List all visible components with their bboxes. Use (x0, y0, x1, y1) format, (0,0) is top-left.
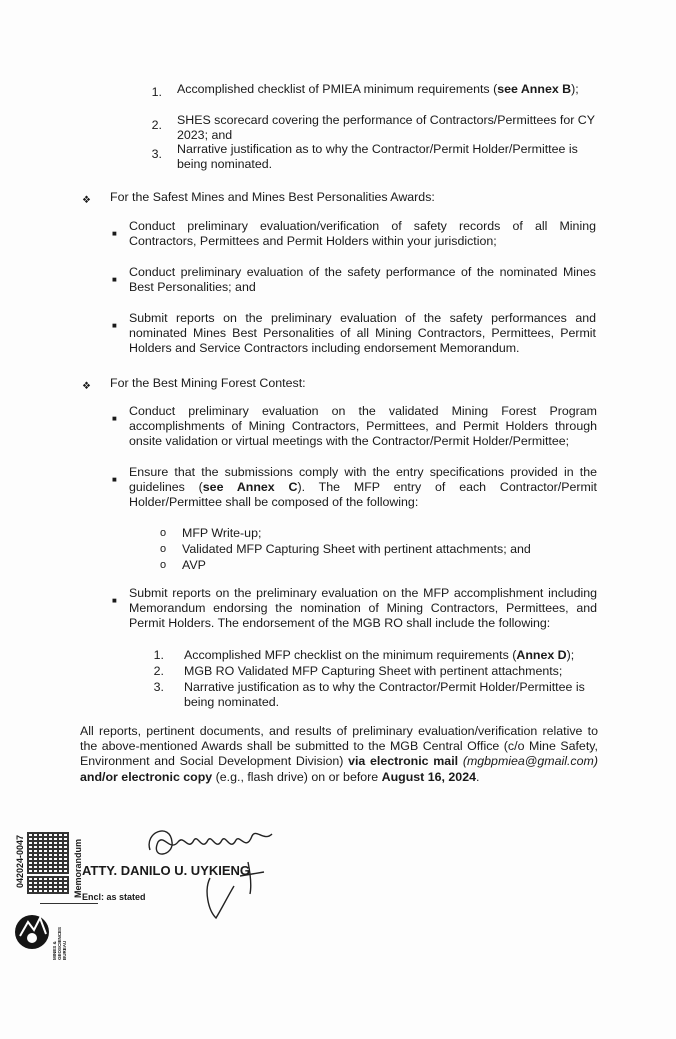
square-bullet-icon: ■ (112, 414, 117, 423)
list-number: 3. (151, 147, 162, 161)
list-number: 2. (151, 118, 162, 132)
sub-item: AVP (182, 558, 206, 572)
section-heading: For the Safest Mines and Mines Best Personalities Awards: (110, 190, 435, 204)
circle-bullet-icon: o (160, 527, 167, 539)
bullet-item: Submit reports on the preliminary evaluation of the safety performances and nominated Mines Best Personalities of all Mining Contractors, Permittees, Permit Holders and Service Contractors including endorsement Memorandum. (129, 311, 596, 356)
square-bullet-icon: ■ (112, 475, 117, 484)
section-heading: For the Best Mining Forest Contest: (110, 376, 306, 390)
square-bullet-icon: ■ (112, 321, 117, 330)
bullet-item: Submit reports on the preliminary evaluation on the MFP accomplishment including Memorandum endorsing the nomination of Mining Contractors, Permittees, and Permit Holders. The endorsement of the MGB RO shall include the following: (129, 586, 597, 631)
list-number: 2. (153, 664, 164, 678)
list-item: SHES scorecard covering the performance of Contractors/Permittees for CY 2023; and (177, 113, 595, 143)
circle-bullet-icon: o (160, 543, 167, 555)
qr-code-icon (27, 876, 69, 894)
square-bullet-icon: ■ (112, 275, 117, 284)
bullet-item: Conduct preliminary evaluation on the validated Mining Forest Program accomplishments of Mining Contractors, Permittees, and Permit Holders through onsite validation or virtual meetings with the Contractor/Permit Holder/Permittee; (129, 404, 597, 449)
list-item: Narrative justification as to why the Contractor/Permit Holder/Permittee is being nominated. (184, 680, 585, 710)
list-number: 1. (151, 85, 162, 99)
closing-paragraph: All reports, pertinent documents, and results of preliminary evaluation/verification relative to the above-mentioned Awards shall be submitted to the MGB Central Office (c/o Mine Safety, Environment and Social Development Division) via electronic mail (mgbpmiea@gmail.com) and/or electronic copy (e.g., flash drive) on or before August 16, 2024. (80, 724, 598, 784)
list-number: 3. (153, 680, 164, 694)
list-item: Accomplished MFP checklist on the minimum requirements (Annex D); (184, 648, 575, 662)
seal-text: MINES & GEOSCIENCES BUREAU (52, 926, 67, 960)
diamond-bullet-icon: ❖ (82, 195, 91, 206)
bullet-item: Conduct preliminary evaluation of the safety performance of the nominated Mines Best Personalities; and (129, 265, 596, 295)
signatory-name: ATTY. DANILO U. UYKIENG (82, 863, 251, 878)
stamp-label: Memorandum (73, 838, 83, 898)
stamp-code: 042024-0047 (15, 834, 25, 888)
square-bullet-icon: ■ (112, 229, 117, 238)
enclosure-note: Encl: as stated (82, 892, 146, 902)
list-item: MGB RO Validated MFP Capturing Sheet with pertinent attachments; (184, 664, 563, 678)
qr-code-icon (27, 832, 69, 874)
bullet-item: Conduct preliminary evaluation/verification of safety records of all Mining Contractors, Permittees and Permit Holders within your jurisdiction; (129, 219, 596, 249)
circle-bullet-icon: o (160, 559, 167, 571)
sub-item: MFP Write-up; (182, 526, 262, 540)
list-item: Accomplished checklist of PMIEA minimum requirements (see Annex B); (177, 82, 579, 96)
bullet-item: Ensure that the submissions comply with the entry specifications provided in the guidelines (see Annex C). The MFP entry of each Contractor/Permit Holder/Permittee shall be composed of the following: (129, 465, 598, 510)
square-bullet-icon: ■ (112, 596, 117, 605)
diamond-bullet-icon: ❖ (82, 381, 91, 392)
list-number: 1. (153, 648, 164, 662)
sub-item: Validated MFP Capturing Sheet with pertinent attachments; and (182, 542, 531, 556)
list-item: Narrative justification as to why the Contractor/Permit Holder/Permittee is being nominated. (177, 142, 578, 172)
